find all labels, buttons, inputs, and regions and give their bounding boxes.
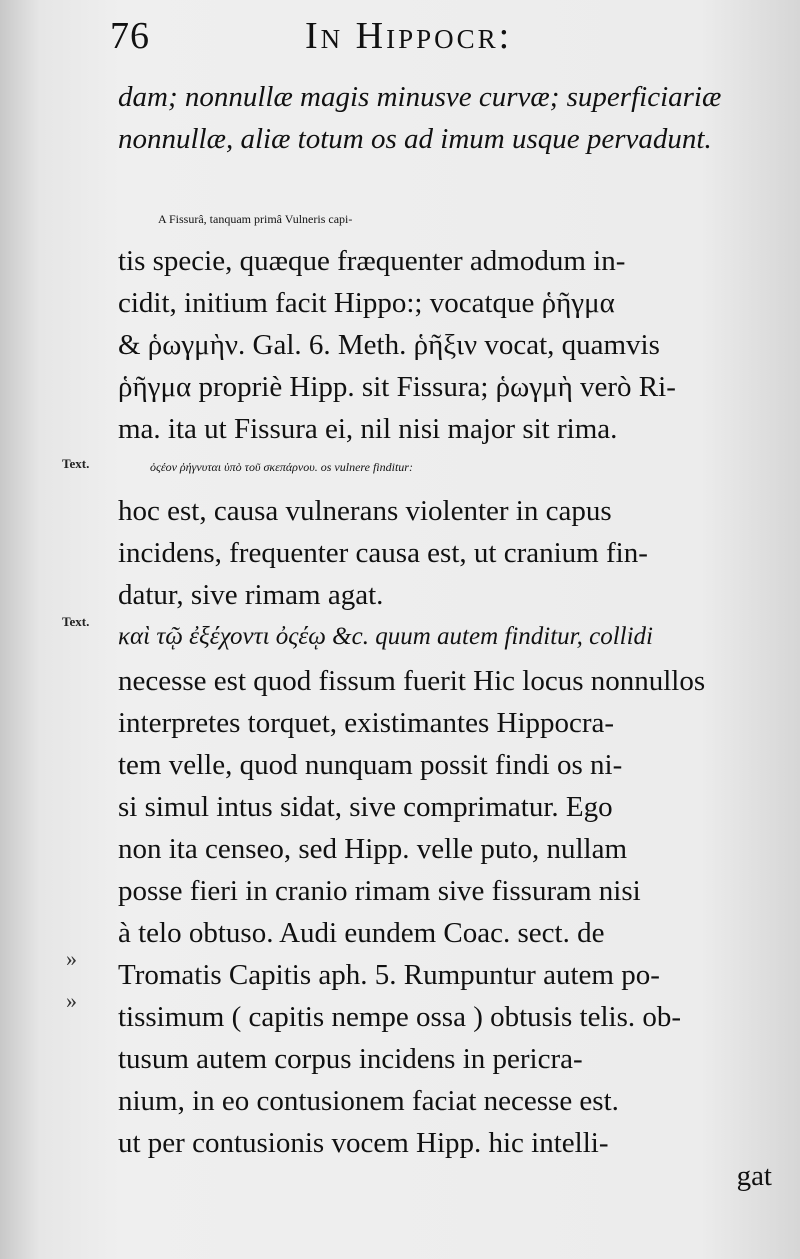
text-line: ῥῆγμα propriè Hipp. sit Fissura; ῥωγμὴ verò Ri- xyxy=(118,371,676,403)
text-line: tem velle, quod nunquam possit findi os ni- xyxy=(118,749,623,781)
catchword: gat xyxy=(736,1160,772,1192)
text-line: & ῥωγμὴν. Gal. 6. Meth. ῥῆξιν vocat, quamvis xyxy=(118,329,660,361)
page-header xyxy=(110,14,760,60)
page-number: 76 xyxy=(110,15,150,57)
text-line: ma. ita ut Fissura ei, nil nisi major sit rima. xyxy=(118,413,618,445)
text-line: non ita censeo, sed Hipp. velle puto, nullam xyxy=(118,833,628,865)
text-line: datur, sive rimam agat. xyxy=(118,579,384,611)
text-line: posse fieri in cranio rimam sive fissuram nisi xyxy=(118,875,641,907)
text-line: si simul intus sidat, sive comprimatur. Ego xyxy=(118,791,613,823)
text-line: interpretes torquet, existimantes Hippocra- xyxy=(118,707,615,739)
margin-text-label: Text. xyxy=(62,456,90,471)
text-line: nonnullæ, aliæ totum os ad imum usque pervadunt. xyxy=(118,123,712,155)
quoted-text-line: καὶ τῷ ἐξέχοντι ὀςέῳ &c. quum autem finditur, collidi xyxy=(118,623,653,650)
text-line: ut per contusionis vocem Hipp. hic intelli- xyxy=(118,1127,609,1159)
text-line: dam; nonnullæ magis minusve curvæ; superficiariæ xyxy=(118,81,722,113)
text-line: necesse est quod fissum fuerit Hic locus nonnullos xyxy=(118,665,706,697)
text-line: nium, in eo contusionem faciat necesse est. xyxy=(118,1085,619,1117)
text-line: à telo obtuso. Audi eundem Coac. sect. de xyxy=(118,917,605,949)
margin-quote-mark: » xyxy=(66,946,77,971)
margin-text-label: Text. xyxy=(62,614,90,629)
text-line: incidens, frequenter causa est, ut cranium fin- xyxy=(118,537,648,569)
running-title: In Hippocr: xyxy=(305,15,513,57)
margin-quote-mark: » xyxy=(66,988,77,1013)
paragraph-start-line: A Fissurâ, tanquam primâ Vulneris capi- xyxy=(158,212,353,226)
quoted-text-line: ὀςέον ῥήγνυται ὑπὸ τοῦ σκεπάρνου. os vulnere finditur: xyxy=(150,460,413,474)
text-line: Tromatis Capitis aph. 5. Rumpuntur autem po- xyxy=(118,959,660,991)
text-line: tusum autem corpus incidens in pericra- xyxy=(118,1043,583,1075)
text-line: tissimum ( capitis nempe ossa ) obtusis telis. ob- xyxy=(118,1001,682,1033)
text-line: hoc est, causa vulnerans violenter in capus xyxy=(118,495,612,527)
text-line: tis specie, quæque fræquenter admodum in- xyxy=(118,245,626,277)
text-line: cidit, initium facit Hippo:; vocatque ῥῆγμα xyxy=(118,287,615,319)
